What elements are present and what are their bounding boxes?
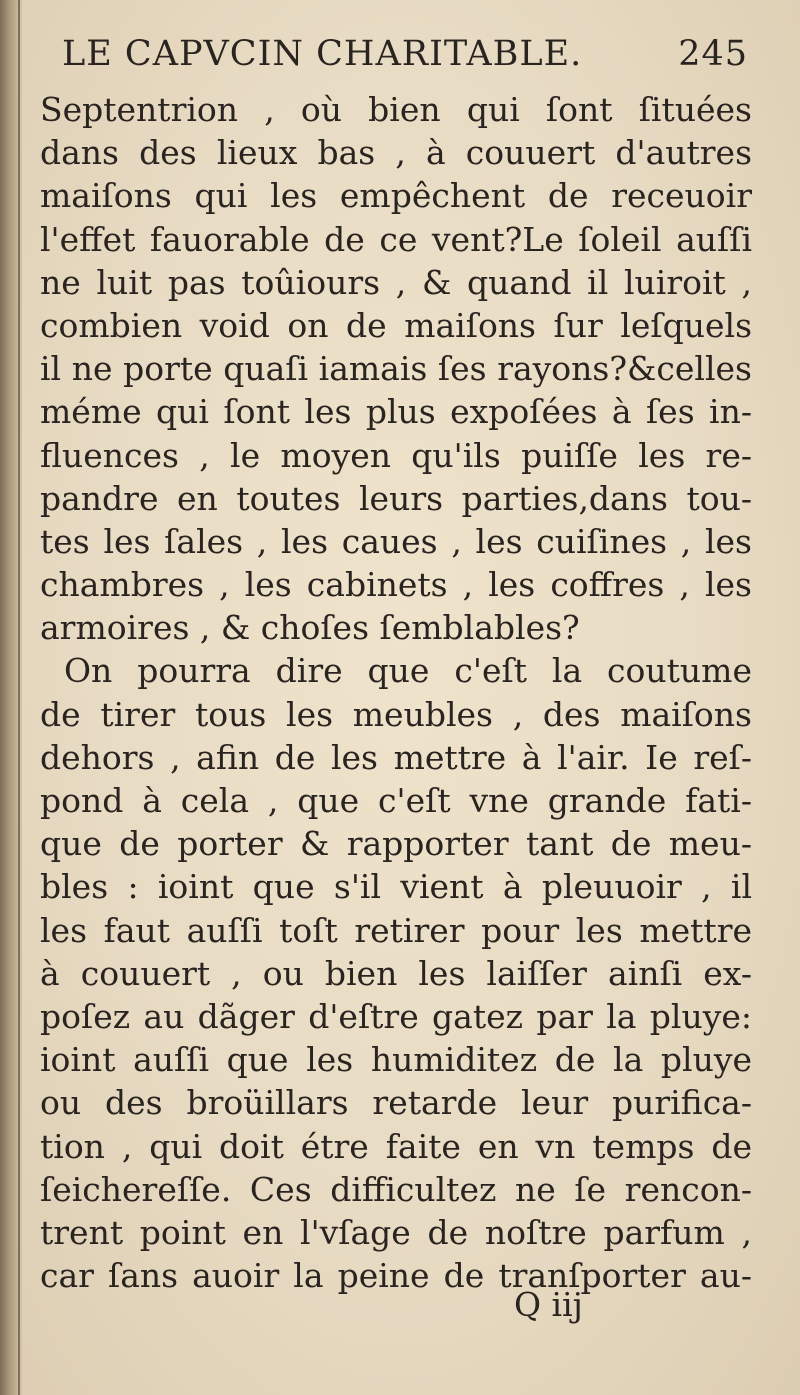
paragraph-first-line: On pourra dire que c'eſt la coutume: [64, 651, 752, 691]
text-line: car ſans auoir la peine de tranſporter au-: [40, 1256, 752, 1296]
text-line: que de porter & rapporter tant de meu-: [40, 824, 752, 864]
text-line: poſez au dãger d'eſtre gatez par la pluye:: [40, 996, 752, 1036]
text-line: l'effet fauorable de ce vent?Le ſoleil auſſi: [40, 219, 752, 259]
text-line: pond à cela , que c'eſt vne grande fati-: [40, 781, 752, 820]
text-line: dans des lieux bas , à couuert d'autres: [40, 133, 752, 173]
text-line: chambres , les cabinets , les coffres , les: [40, 565, 752, 605]
text-line: armoires , & choſes ſemblables?: [40, 608, 580, 648]
text-line: tes les ſales , les caues , les cuiſines , les: [40, 521, 752, 561]
text-line: Septentrion , où bien qui ſont ſituées: [40, 90, 752, 129]
text-line: tion , qui doit étre faite en vn temps de: [40, 1126, 752, 1166]
page-number: 245: [678, 34, 748, 74]
running-title: LE CAPVCIN CHARITABLE.: [62, 34, 583, 74]
text-line: maiſons qui les empêchent de receuoir: [40, 176, 752, 216]
text-line: fluences , le moyen qu'ils puiſſe les re-: [40, 435, 752, 475]
text-line: bles : ioint que s'il vient à pleuuoir , il: [40, 867, 752, 907]
text-line: ne luit pas toûiours , & quand il luiroit ,: [40, 262, 752, 302]
running-header: [40, 34, 752, 88]
text-line: trent point en l'vſage de noſtre parfum ,: [40, 1212, 752, 1252]
text-line: dehors , afin de les mettre à l'air. Ie reſ-: [40, 737, 752, 777]
text-line: de tirer tous les meubles , des maiſons: [40, 694, 752, 734]
text-line: combien void on de maiſons ſur leſquels: [40, 305, 752, 345]
text-line: méme qui ſont les plus expoſées à ſes in-: [40, 392, 752, 432]
gutter-edge-line: [18, 0, 20, 1395]
signature-mark: Q iij: [514, 1285, 583, 1324]
text-line: ou des broüillars retarde leur purifica-: [40, 1083, 752, 1123]
text-line: les faut auſſi toſt retirer pour les mettre: [40, 910, 752, 950]
text-line: ioint auſſi que les humiditez de la pluye: [40, 1040, 752, 1080]
text-block: [40, 34, 752, 1297]
text-line: pandre en toutes leurs parties,dans tou-: [40, 478, 752, 518]
text-line: à couuert , ou bien les laiſſer ainſi ex-: [40, 953, 752, 993]
text-line: ſeichereſſe. Ces difficultez ne ſe rencon-: [40, 1169, 752, 1209]
text-line: il ne porte quaſi iamais ſes rayons?&celles: [40, 349, 752, 389]
